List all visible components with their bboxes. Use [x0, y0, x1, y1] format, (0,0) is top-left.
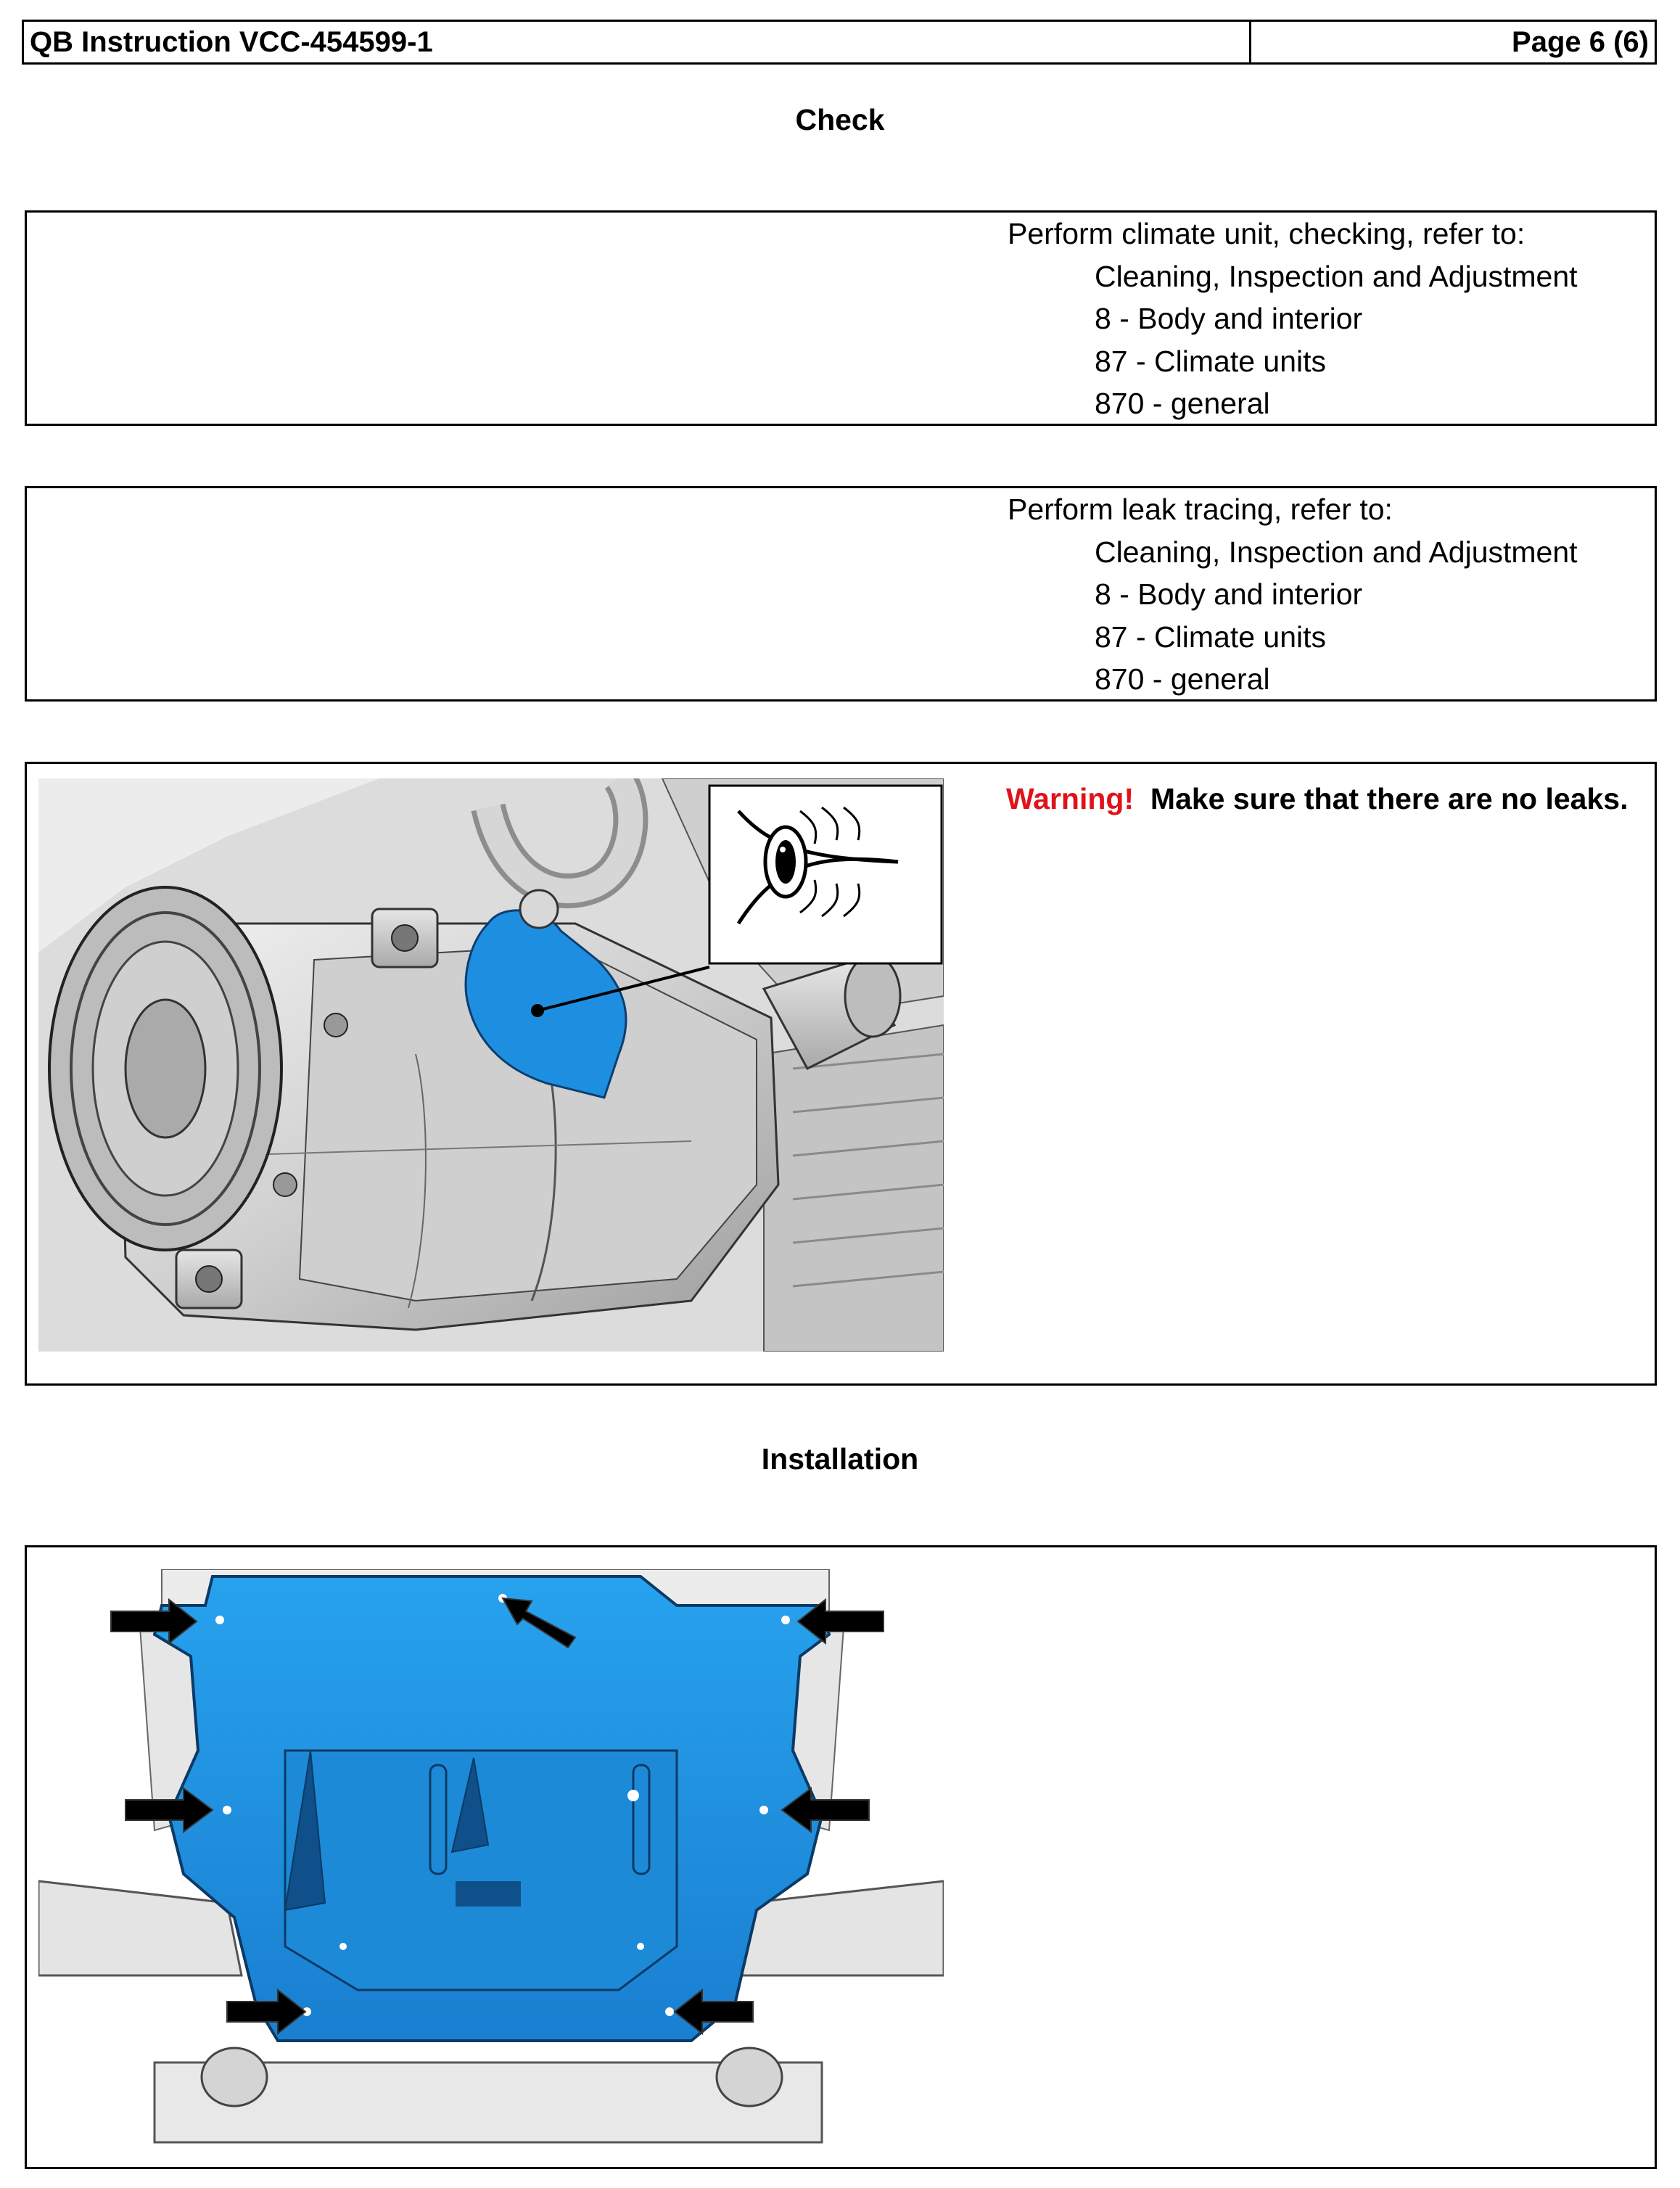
reference-line: 8 - Body and interior: [1095, 302, 1363, 335]
doc-page-number: Page 6 (6): [1249, 20, 1657, 65]
warning-text: Make sure that there are no leaks.: [1150, 782, 1628, 815]
step-box-install-shield: [25, 1545, 1657, 2169]
splash-shield-illustration: [38, 1569, 944, 2150]
step-text-climate-check: [1008, 213, 1578, 425]
step-text-leak-tracing: [1008, 488, 1578, 701]
reference-line: Cleaning, Inspection and Adjustment: [1095, 259, 1578, 293]
section-title-check: Check: [795, 103, 885, 136]
reference-line: 87 - Climate units: [1095, 344, 1327, 378]
section-title-installation: Installation: [761, 1442, 919, 1476]
eye-icon: [709, 786, 942, 963]
step-intro: Perform leak tracing, refer to:: [1008, 493, 1393, 526]
reference-line: 8 - Body and interior: [1095, 577, 1363, 611]
step-intro: Perform climate unit, checking, refer to:: [1008, 217, 1525, 250]
reference-line: 87 - Climate units: [1095, 620, 1327, 654]
reference-line: 870 - general: [1095, 662, 1270, 696]
step-box-leak-tracing: [25, 486, 1657, 702]
step-box-climate-check: [25, 210, 1657, 426]
doc-header-title: QB Instruction VCC-454599-1: [22, 20, 1251, 65]
reference-line: Cleaning, Inspection and Adjustment: [1095, 535, 1578, 569]
warning-label: Warning!: [1006, 782, 1135, 815]
reference-line: 870 - general: [1095, 387, 1270, 420]
warning-message: [1006, 782, 1628, 816]
step-box-leak-warning: [25, 762, 1657, 1386]
compressor-illustration: [38, 778, 944, 1352]
